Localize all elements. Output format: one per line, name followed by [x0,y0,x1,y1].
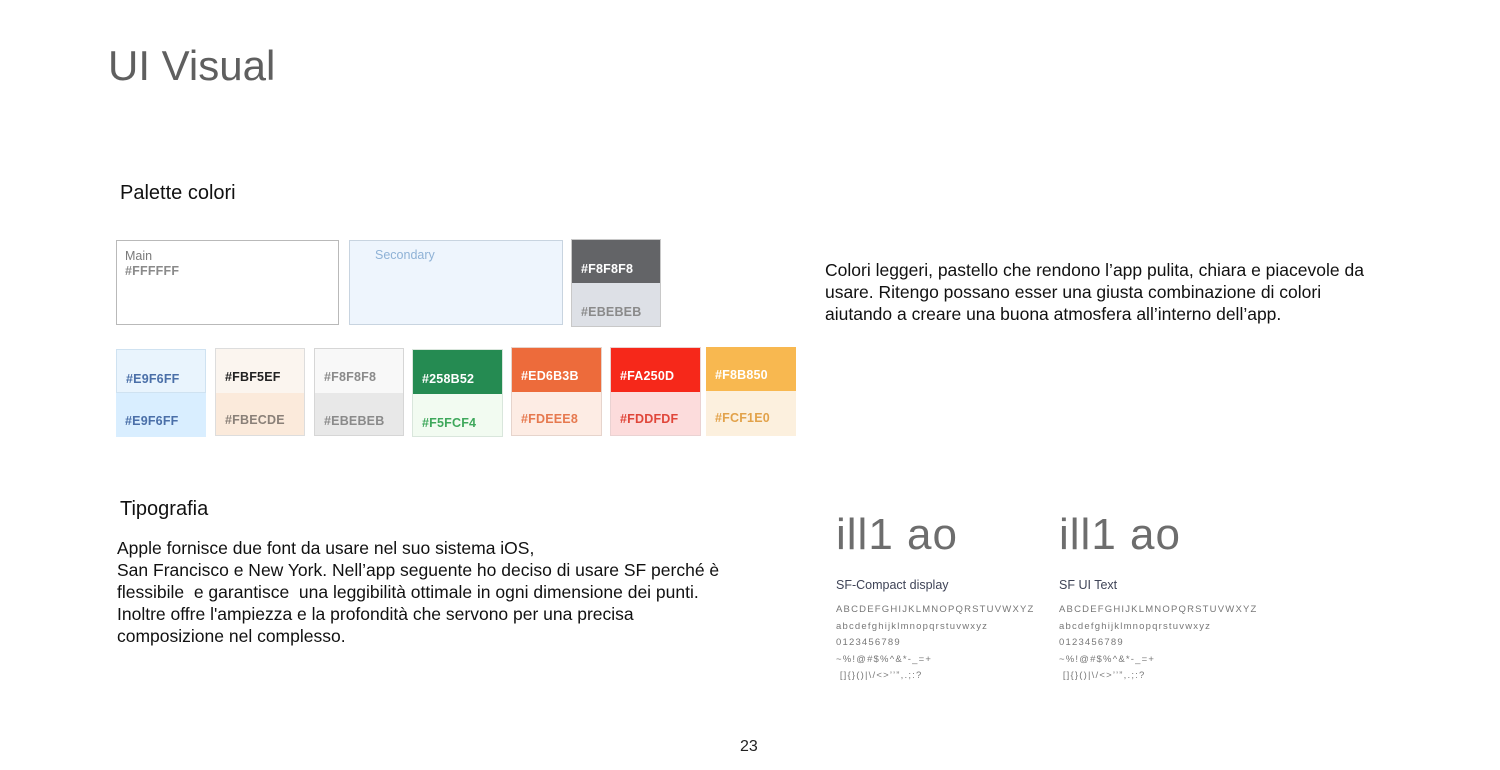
palette-heading: Palette colori [120,182,236,204]
swatch-yellow-top [706,347,796,391]
swatch-gray-bottom [572,283,660,327]
swatch-green-top [413,350,502,394]
palette-description [825,259,1364,325]
swatch-green-bottom [413,394,502,437]
glyph-line: ~%!@#$%^&*-_=+ [836,653,933,665]
swatch-blue [116,349,206,437]
swatch-main [116,240,339,325]
swatch-lightgray-top [315,349,403,393]
swatch-cream-bottom [216,393,304,436]
swatch-lightgray-top-hex: #F8F8F8 [324,370,377,384]
swatch-secondary-label: Secondary [375,248,435,262]
swatch-lightgray-bottom [315,393,403,436]
palette-description-line: Colori leggeri, pastello che rendono l’app pulita, chiara e piacevole da [825,260,1364,280]
typography-description [117,537,719,647]
font-name: SF-Compact display [836,578,949,592]
palette-description-line: usare. Ritengo possano esser una giusta combinazione di colori [825,282,1322,302]
swatch-yellow-bottom-hex: #FCF1E0 [715,411,770,425]
glyph-line: abcdefghijklmnopqrstuvwxyz [836,620,989,632]
swatch-main-label: Main [125,249,153,263]
glyph-line: abcdefghijklmnopqrstuvwxyz [1059,620,1212,632]
swatch-gray-top [572,240,660,283]
swatch-main-hex: #FFFFFF [125,264,180,278]
swatch-red-top [611,348,700,392]
typography-description-line: Apple fornisce due font da usare nel suo sistema iOS, [117,538,535,558]
swatch-yellow [706,347,796,436]
swatch-cream [215,348,305,436]
swatch-orange-top [512,348,601,392]
swatch-cream-top-hex: #FBF5EF [225,370,281,384]
swatch-green-bottom-hex: #F5FCF4 [422,416,477,430]
glyph-line: 0123456789 [836,637,901,648]
swatch-lightgray-bottom-hex: #EBEBEB [324,414,385,428]
swatch-orange-top-hex: #ED6B3B [521,369,579,383]
palette-description-line: aiutando a creare una buona atmosfera all’interno dell’app. [825,304,1282,324]
swatch-gray-top-hex: #F8F8F8 [581,262,634,276]
font-sample: ill1 ao [1059,510,1181,559]
glyph-line: 0123456789 [1059,637,1124,648]
font-sample: ill1 ao [836,510,958,559]
swatch-blue-top [116,349,206,393]
swatch-green [412,349,503,437]
swatch-yellow-bottom [706,391,796,436]
typography-description-line: San Francisco e New York. Nell’app seguente ho deciso di usare SF perché è [117,560,720,580]
swatch-blue-bottom [116,393,206,437]
page-title: UI Visual [108,42,276,89]
typography-description-line: composizione nel complesso. [117,626,346,646]
swatch-red-bottom [611,392,700,436]
glyph-line: ~%!@#$%^&*-_=+ [1059,653,1156,665]
swatch-yellow-top-hex: #F8B850 [715,368,768,382]
swatch-orange-bottom-hex: #FDEEE8 [521,412,578,426]
typography-description-line: Inoltre offre l'ampiezza e la profondità che servono per una precisa [117,604,634,624]
typography-description-line: flessibile e garantisce una leggibilità ottimale in ogni dimensione dei punti. [117,582,699,602]
glyph-line: ABCDEFGHIJKLMNOPQRSTUVWXYZ [1059,604,1258,615]
swatch-blue-bottom-hex: #E9F6FF [125,414,179,428]
swatch-green-top-hex: #258B52 [422,372,475,386]
page-number: 23 [740,738,758,755]
font-glyphs [836,602,1035,685]
glyph-line: []{}()|\/<>’’”,.;:? [836,670,923,681]
swatch-blue-top-hex: #E9F6FF [126,372,180,386]
swatch-orange [511,347,602,436]
glyph-line: []{}()|\/<>’’”,.;:? [1059,670,1146,681]
swatch-secondary [349,240,563,325]
swatch-gray-bottom-hex: #EBEBEB [581,305,642,319]
font-name: SF UI Text [1059,578,1118,592]
font-glyphs [1059,602,1258,685]
font-specimen-compact [836,510,1035,685]
swatch-lightgray [314,348,404,436]
swatch-cream-bottom-hex: #FBECDE [225,413,285,427]
swatch-red-bottom-hex: #FDDFDF [620,412,679,426]
swatch-red-top-hex: #FA250D [620,369,675,383]
swatch-red [610,347,701,436]
typography-heading: Tipografia [120,498,209,520]
swatch-orange-bottom [512,392,601,436]
swatch-cream-top [216,349,304,393]
glyph-line: ABCDEFGHIJKLMNOPQRSTUVWXYZ [836,604,1035,615]
font-specimen-ui-text [1059,510,1258,685]
swatch-gray [571,239,661,327]
